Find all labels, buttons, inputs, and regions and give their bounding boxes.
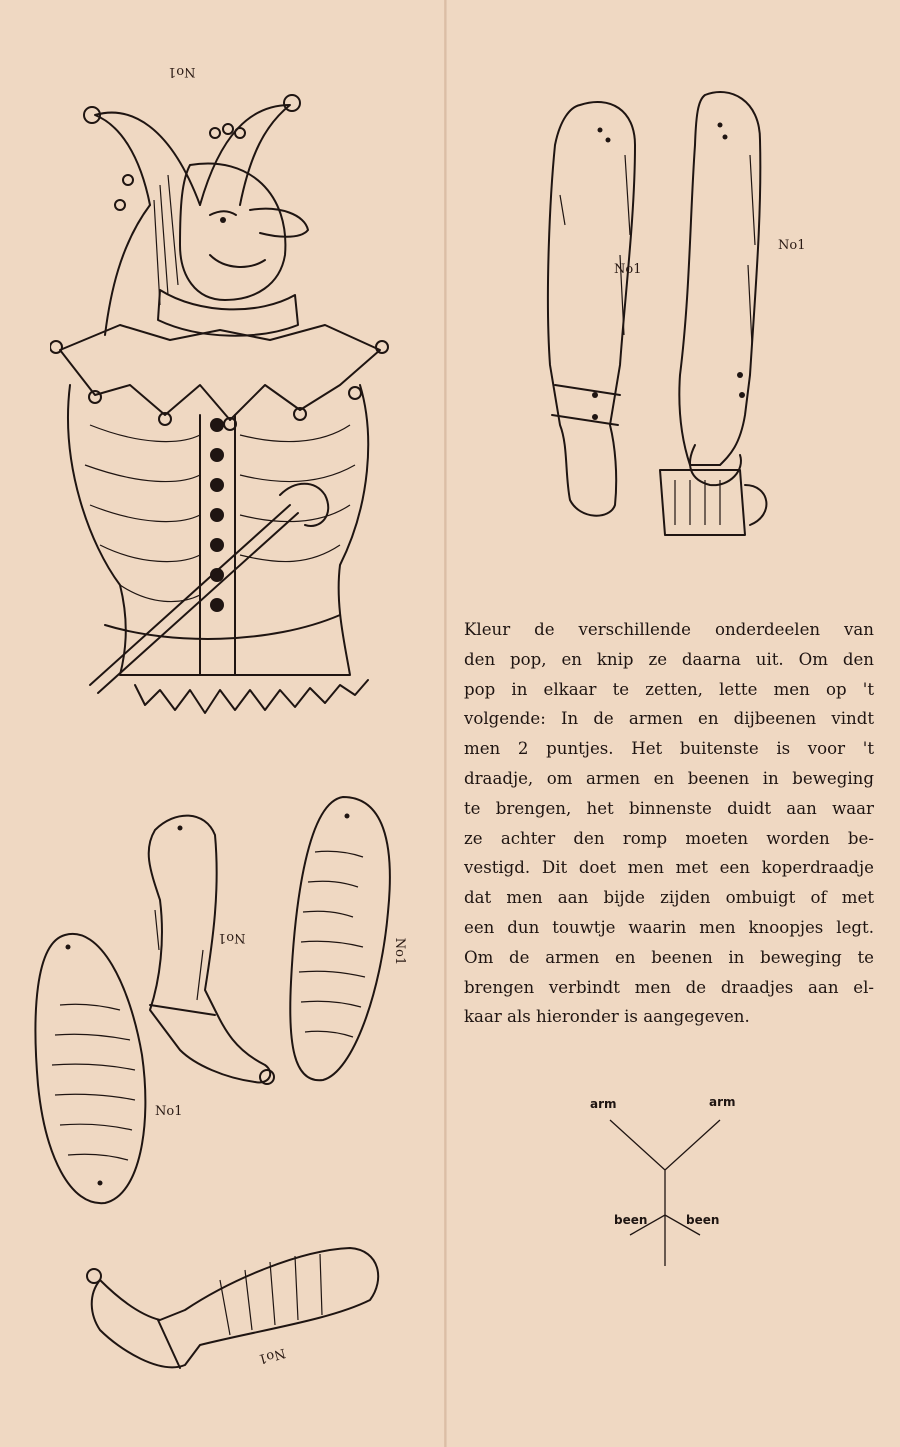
thigh-right-cutout <box>283 792 398 1087</box>
instruction-line: men 2 puntjes. Het buitenste is voor 't <box>464 739 874 759</box>
right-arm-part-number: No1 <box>778 238 806 253</box>
jester-torso-cutout <box>50 85 390 725</box>
left-arm-part-number: No1 <box>614 262 642 277</box>
instruction-line: brengen verbindt men de draadjes aan el- <box>464 977 874 997</box>
instruction-line: den pop, en knip ze daarna uit. Om den <box>464 649 874 669</box>
instruction-line: Kleur de verschillende onderdeelen van <box>464 620 874 639</box>
thigh-right-part-number: No1 <box>392 937 408 966</box>
horizontal-leg-part-number: No1 <box>256 1344 287 1367</box>
instruction-line: kaar als hieronder is aangegeven. <box>464 1007 750 1027</box>
lower-leg-cutout <box>135 810 295 1095</box>
instruction-line: volgende: In de armen en dijbeenen vindt <box>464 709 874 729</box>
diagram-label-right-arm: arm <box>709 1095 736 1109</box>
instruction-line: vestigd. Dit doet men met een koperdraadje <box>464 858 874 878</box>
thigh-left-cutout <box>30 925 155 1210</box>
center-fold-line <box>444 0 447 1447</box>
diagram-label-left-arm: arm <box>590 1097 617 1111</box>
instruction-line: Om de armen en beenen in beweging te <box>464 947 874 967</box>
left-arm-cutout <box>540 95 650 525</box>
lower-leg-part-number: No1 <box>218 930 246 945</box>
right-arm-with-mug-cutout <box>650 85 790 545</box>
torso-part-number: No1 <box>168 64 196 79</box>
instruction-line: pop in elkaar te zetten, lette men op 't <box>464 679 874 699</box>
string-diagram <box>590 1110 740 1270</box>
instruction-line: ze achter den romp moeten worden be- <box>464 828 874 848</box>
instruction-line: dat men aan bijde zijden ombuigt of met <box>464 888 874 908</box>
thigh-left-part-number: No1 <box>155 1104 183 1119</box>
instruction-line: draadje, om armen en beenen in beweging <box>464 768 874 788</box>
horizontal-leg-cutout <box>80 1240 390 1380</box>
diagram-label-left-leg: been <box>614 1213 648 1227</box>
instruction-line: te brengen, het binnenste duidt aan waar <box>464 798 874 818</box>
instruction-line: een dun touwtje waarin men knoopjes legt. <box>464 917 874 937</box>
assembly-instructions <box>464 615 874 1032</box>
diagram-label-right-leg: been <box>686 1213 720 1227</box>
